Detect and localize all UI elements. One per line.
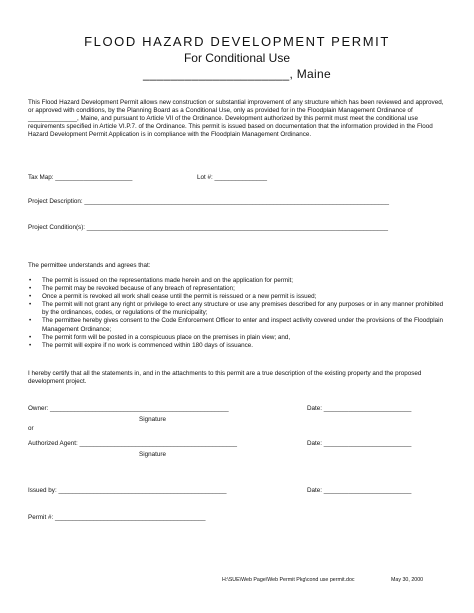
agent-signature-caption: Signature [139, 451, 166, 458]
bullet-icon: • [29, 301, 32, 309]
footer-date: May 30, 2000 [391, 577, 424, 583]
list-item: • The permittee hereby gives consent to the Code Enforcement Officer to enter and inspect activity covered under the provisions of the Floodplain Management Ordinance; [29, 317, 444, 333]
list-item: • Once a permit is revoked all work shall cease until the permit is reissued or a new permit is issued; [29, 293, 317, 301]
certification-paragraph: I hereby certify that all the statements in, and in the attachments to this permit are a true description of the existing property and the proposed development project. [28, 370, 422, 386]
document-title: FLOOD HAZARD DEVELOPMENT PERMIT [84, 34, 390, 49]
list-item: • The permit will expire if no work is commenced within 180 days of issuance. [29, 341, 254, 349]
bullet-icon: • [29, 285, 32, 293]
footer-file-path: H:\SUE\Web Page\Web Permit Pkg\cond use permit.doc [222, 577, 355, 583]
tax-map-field[interactable]: Tax Map: ______________________ [28, 174, 133, 181]
permittee-agrees-heading: The permittee understands and agrees that: [28, 262, 151, 269]
bullet-icon: • [29, 277, 32, 284]
list-item: • The permit may be revoked because of any breach of representation; [29, 285, 235, 293]
list-item: • The permit will not grant any right or privilege to erect any structure or use any premises described for any purposes or in any manner prohibited by the ordinances, codes, or regulations of the municipality; [29, 301, 444, 317]
or-label: or [28, 425, 34, 432]
intro-paragraph: This Flood Hazard Development Permit allows new construction or substantial improvement of any structure which has been reviewed and approved, or approved with conditions, by the Planning Board as a Conditional Use, only as provided for in the Floodplain Management Ordinance of ______________, Maine, and pursuant to Article VII of the Ordinance. Development authorized by this permit must meet the conditional use requirements specified in Article VI.P.7. of the Ordinance. This permit is issued based on documentation that the information provided in the Flood Hazard Development Permit Application is in compliance with the Floodplain Management Ordinance. [28, 99, 444, 139]
owner-date-field[interactable]: Date: _________________________ [307, 405, 412, 412]
bullet-icon: • [29, 333, 32, 341]
list-item: • The permit form will be posted in a conspicuous place on the premises in plain view; and, [29, 333, 291, 341]
project-description-field[interactable]: Project Description: _______________________________________________________________________________________ [28, 198, 390, 205]
permit-number-field[interactable]: Permit #: ___________________________________________ [28, 514, 206, 521]
conditions-list [28, 277, 448, 350]
owner-signature-caption: Signature [139, 416, 166, 423]
owner-signature-field[interactable]: Owner: ___________________________________________________ [28, 405, 229, 412]
bullet-icon: • [29, 293, 32, 301]
list-item: • The permit is issued on the representations made herein and on the application for permit; [29, 277, 293, 284]
issued-by-field[interactable]: Issued by: ________________________________________________ [28, 487, 227, 494]
lot-field[interactable]: Lot #: _______________ [197, 174, 268, 181]
bullet-icon: • [29, 317, 32, 325]
agent-date-field[interactable]: Date: _________________________ [307, 440, 412, 447]
bullet-icon: • [29, 341, 32, 349]
issued-date-field[interactable]: Date: _________________________ [307, 487, 412, 494]
project-conditions-field[interactable]: Project Condition(s): ______________________________________________________________________________________ [28, 224, 388, 231]
town-line: _____________________, Maine [143, 67, 331, 81]
agent-signature-field[interactable]: Authorized Agent: _____________________________________________ [28, 440, 238, 447]
document-subtitle: For Conditional Use [183, 51, 291, 65]
